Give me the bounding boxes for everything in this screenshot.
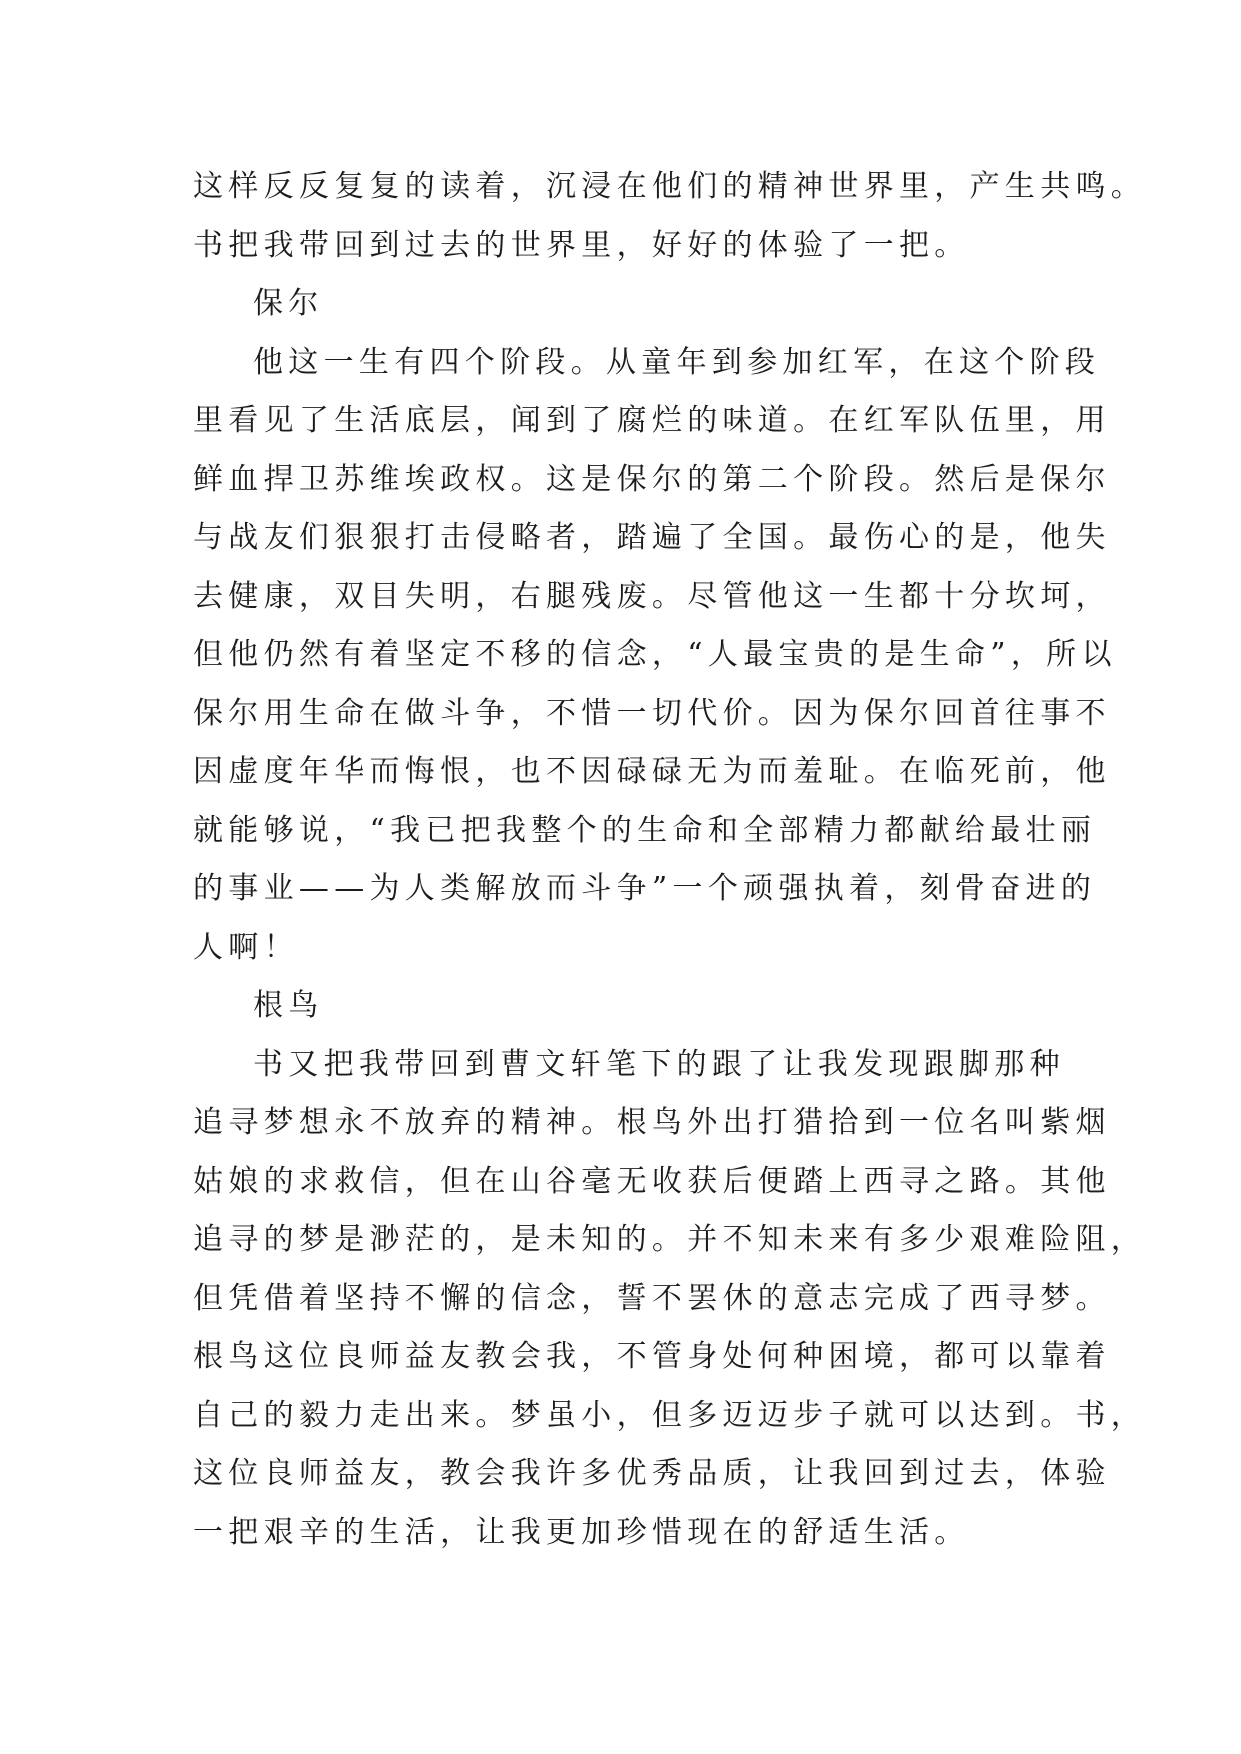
text-line: 的事业——为人类解放而斗争”一个顽强执着，刻骨奋进的 bbox=[193, 871, 1097, 906]
text-line: 姑娘的求救信，但在山谷毫无收获后便踏上西寻之路。其他 bbox=[193, 1163, 1111, 1199]
text-line: 鲜血捍卫苏维埃政权。这是保尔的第二个阶段。然后是保尔 bbox=[193, 461, 1111, 497]
text-line: 因虚度年华而悔恨，也不因碌碌无为而羞耻。在临死前，他 bbox=[193, 754, 1111, 789]
text-line: 但他仍然有着坚定不移的信念，“人最宝贵的是生命”，所以 bbox=[193, 637, 1117, 672]
text-line: 自己的毅力走出来。梦虽小，但多迈迈步子就可以达到。书， bbox=[193, 1397, 1147, 1433]
text-line: 去健康，双目失明，右腿残废。尽管他这一生都十分坎坷， bbox=[193, 578, 1111, 614]
text-line: 他这一生有四个阶段。从童年到参加红军，在这个阶段 bbox=[253, 344, 1101, 380]
text-line: 人啊！ bbox=[193, 929, 299, 965]
body-text bbox=[193, 158, 1147, 1562]
text-line: 追寻梦想永不放弃的精神。根鸟外出打猎拾到一位名叫紫烟 bbox=[193, 1105, 1111, 1140]
text-line: 根鸟这位良师益友教会我，不管身处何种困境，都可以靠着 bbox=[193, 1339, 1111, 1374]
text-line: 保尔 bbox=[253, 286, 324, 321]
text-line: 根鸟 bbox=[253, 988, 324, 1023]
text-line: 一把艰辛的生活，让我更加珍惜现在的舒适生活。 bbox=[193, 1514, 970, 1550]
text-line: 这样反反复复的读着，沉浸在他们的精神世界里，产生共鸣。 bbox=[193, 169, 1147, 204]
text-line: 就能够说，“我已把我整个的生命和全部精力都献给最壮丽 bbox=[193, 812, 1097, 848]
text-line: 书把我带回到过去的世界里，好好的体验了一把。 bbox=[193, 227, 970, 263]
text-line: 但凭借着坚持不懈的信念，誓不罢休的意志完成了西寻梦。 bbox=[193, 1280, 1111, 1316]
text-line: 追寻的梦是渺茫的，是未知的。并不知未来有多少艰难险阻， bbox=[193, 1222, 1147, 1257]
text-line: 保尔用生命在做斗争，不惜一切代价。因为保尔回首往事不 bbox=[193, 695, 1111, 731]
text-line: 书又把我带回到曹文轩笔下的跟了让我发现跟脚那种 bbox=[253, 1046, 1065, 1082]
text-line: 这位良师益友，教会我许多优秀品质，让我回到过去，体验 bbox=[193, 1456, 1111, 1491]
text-line: 与战友们狠狠打击侵略者，踏遍了全国。最伤心的是，他失 bbox=[193, 520, 1111, 555]
text-line: 里看见了生活底层，闻到了腐烂的味道。在红军队伍里，用 bbox=[193, 403, 1111, 438]
